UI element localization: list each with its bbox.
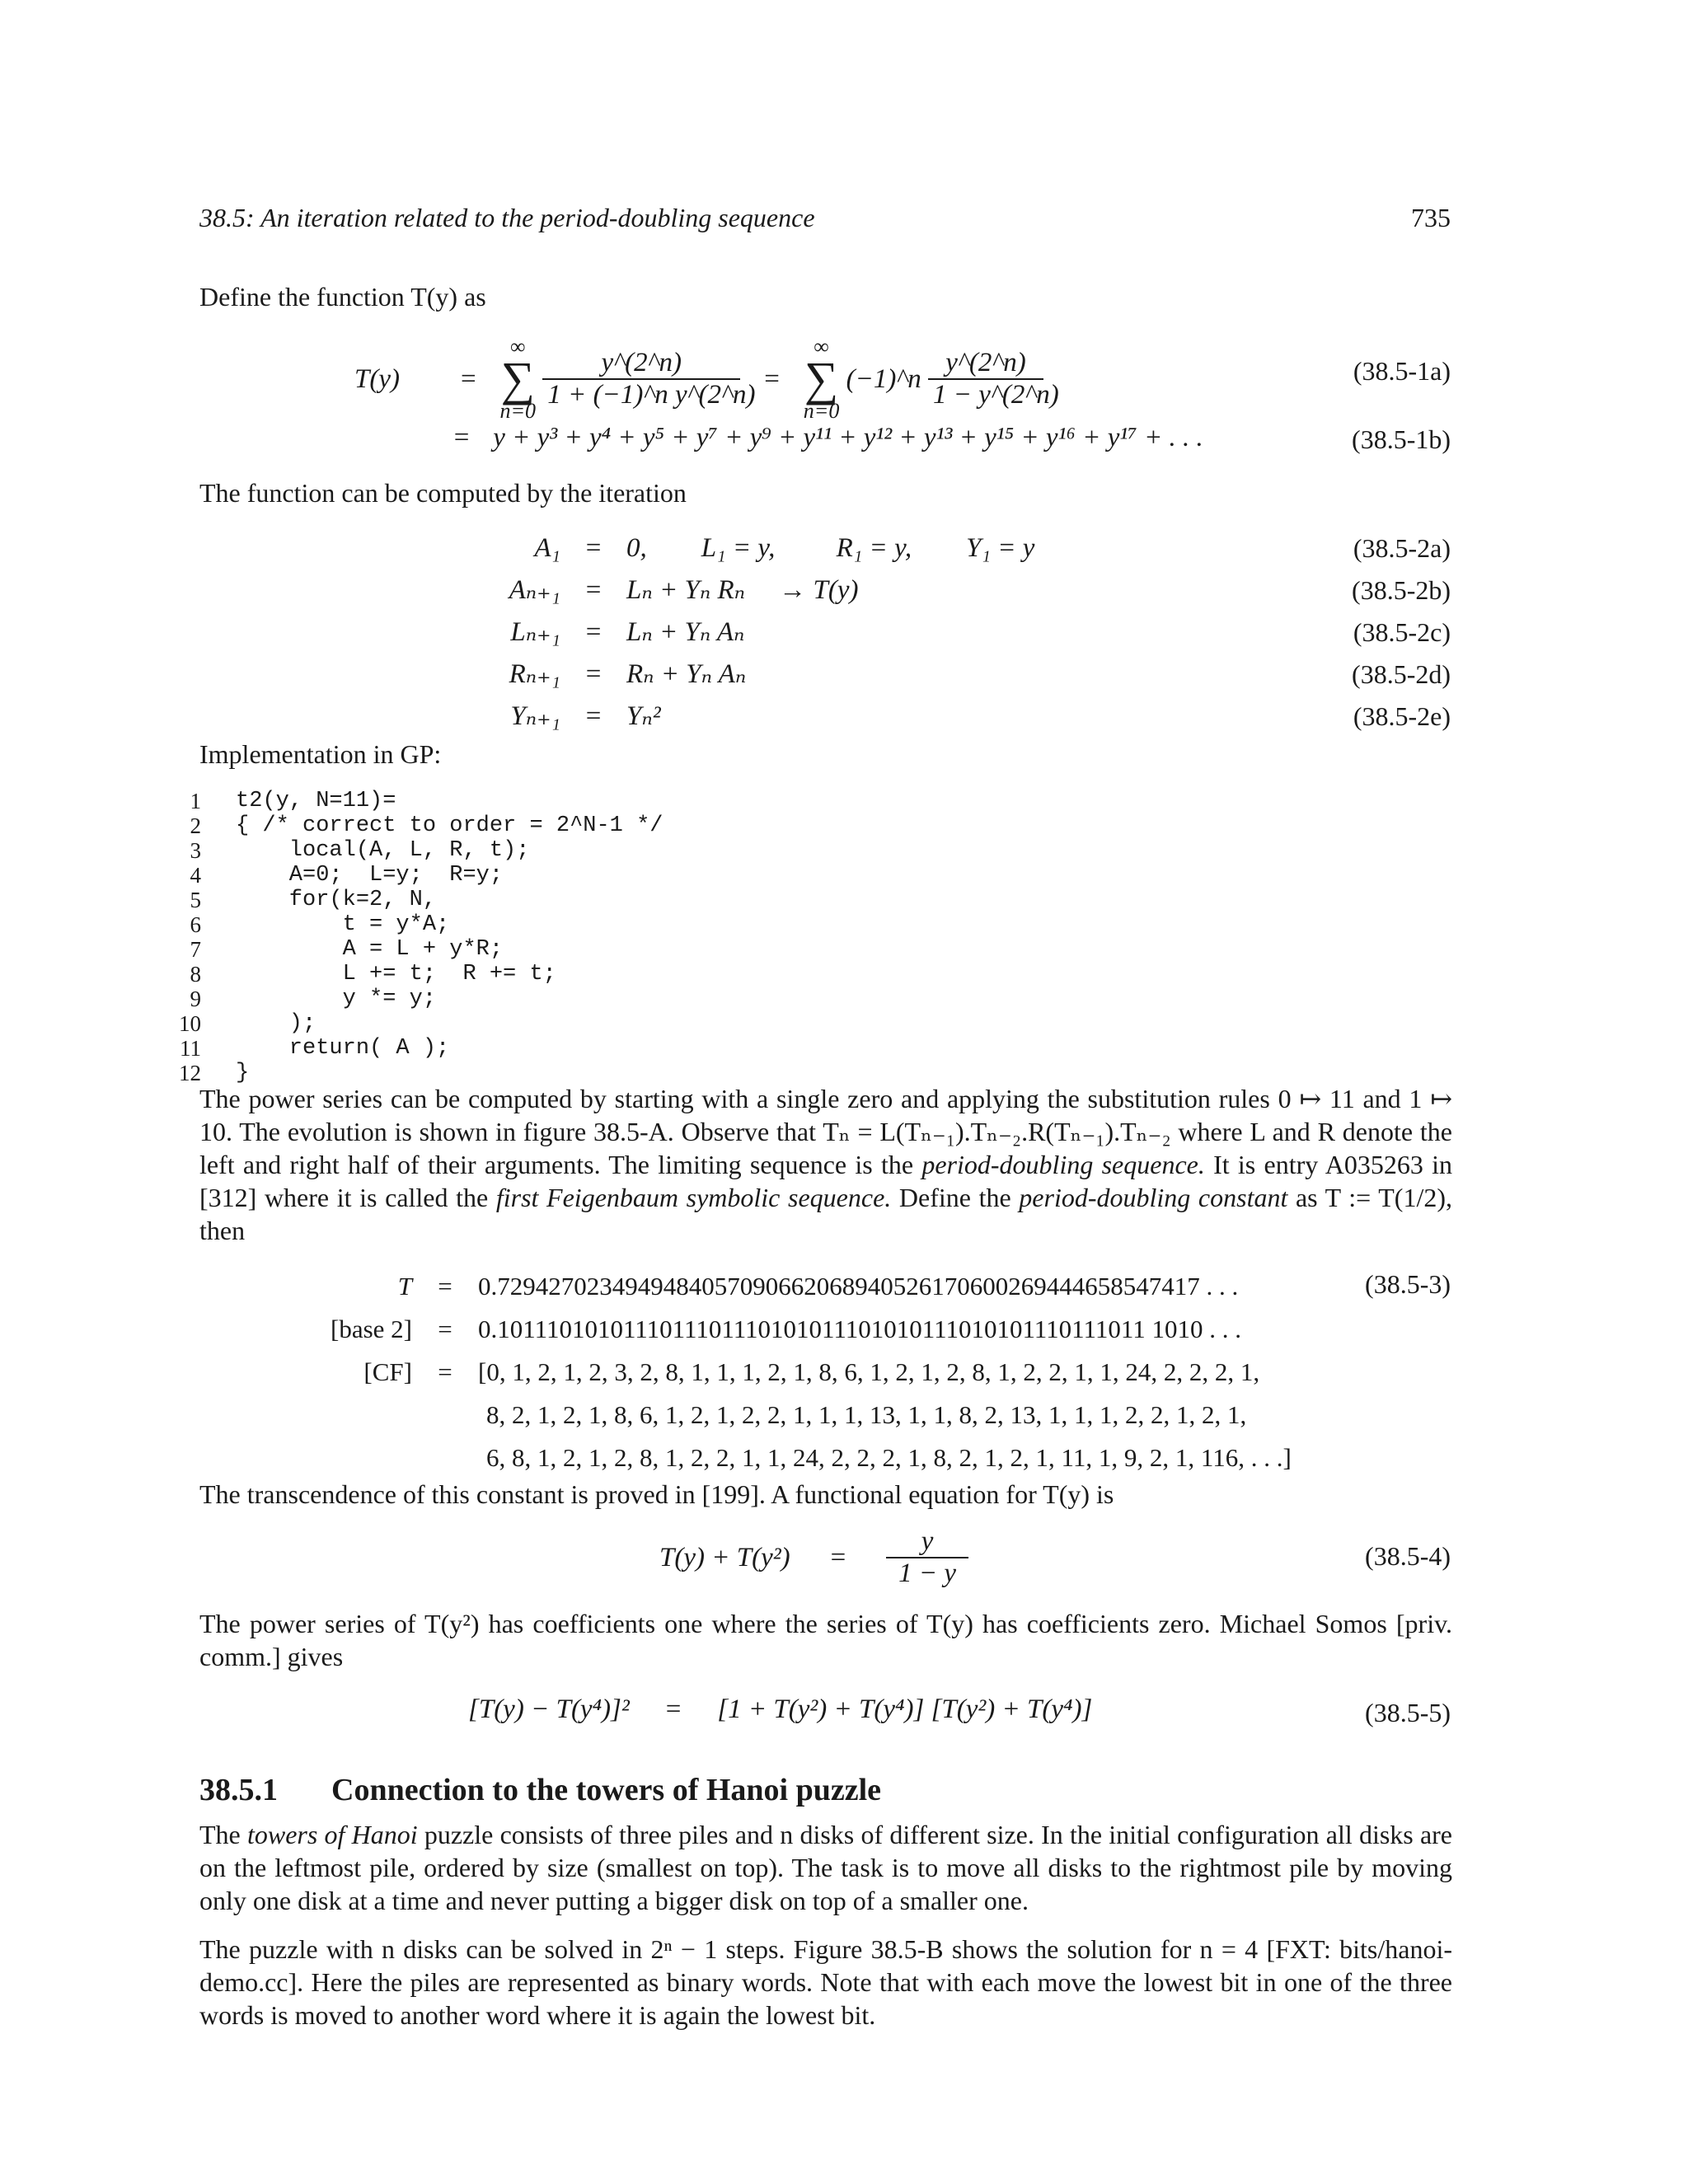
eq-label: (38.5-2e) (1353, 701, 1451, 731)
iteration-row: Yₙ₊₁ = Yₙ² (510, 701, 661, 731)
eq-4: T(y) + T(y²) = $\frac{y}{1 - y}$ (659, 1526, 968, 1589)
eq-4-lhs: T(y) + T(y²) (659, 1542, 790, 1572)
sum-symbol-1: ∞ ∑ n=0 (499, 335, 537, 423)
cf-line: 6, 8, 1, 2, 1, 2, 8, 1, 2, 2, 1, 1, 24, 2, 2, 2, 1, 8, 2, 1, 2, 1, 11, 1, 9, 2, 1, 116, . . .] (486, 1443, 1292, 1472)
paragraph-transcendence: The transcendence of this constant is proved in [199]. A functional equation for T(y) is (199, 1479, 1114, 1509)
fraction-2-numerator: y^(2^n) (945, 348, 1026, 377)
eq-label: (38.5-2d) (1352, 659, 1451, 689)
constant-row (297, 1436, 1292, 1479)
eq-5-lhs: [T(y) − T(y⁴)]² (468, 1694, 630, 1724)
fraction-1-denominator: 1 + (−1)^n y^(2^n) (542, 378, 740, 410)
page-number: 735 (1411, 203, 1451, 232)
eq-4-denominator: 1 − y (886, 1557, 968, 1589)
fraction-2-denominator: 1 − y^(2^n) (928, 378, 1043, 410)
sum-bottom-2: n=0 (803, 399, 840, 423)
eq-1b-rhs: y + y³ + y⁴ + y⁵ + y⁷ + y⁹ + y¹¹ + y¹² + y¹³ + y¹⁵ + y¹⁶ + y¹⁷ + . . . (493, 423, 1203, 452)
paragraph-hanoi-1: The towers of Hanoi puzzle consists of three piles and n disks of different size. In the initial configuration all disks are on the leftmost pile, ordered by size (smallest on top). The task is to move all disks to the rightmost pile by moving only one disk at a time and never putting a bigger disk on top of a smaller one. (199, 1820, 1453, 1915)
cf-line: 8, 2, 1, 2, 1, 8, 6, 1, 2, 1, 2, 2, 1, 1, 1, 13, 1, 1, 8, 2, 13, 1, 1, 1, 2, 2, 1, 2, 1, (486, 1400, 1247, 1429)
iteration-block (486, 527, 1034, 738)
fraction-2 (928, 348, 1059, 410)
sum-symbol-2: ∞ ∑ n=0 (803, 335, 840, 423)
code-listing: t2(y, N=11)= { /* correct to order = 2^N-1 */ local(A, L, R, t); A=0; L=y; R=y; for(k=2, N, t = y*A; A = L + y*R; L += t; R += t; y *= y; ); return( A ); } (236, 789, 663, 1085)
sign-term: (−1)^n (846, 363, 921, 394)
iteration-row: Rₙ₊₁ = Rₙ + Yₙ Aₙ (509, 659, 747, 689)
iteration-row: A₁ = 0, L₁ = y, R₁ = y, Y₁ = y (534, 533, 1035, 563)
fraction-1-numerator: y^(2^n) (601, 348, 682, 377)
constant-value: 0.7294270234949484057090662068940526170600269444658547417 . . . (478, 1272, 1239, 1301)
eq-1b: = y + y³ + y⁴ + y⁵ + y⁷ + y⁹ + y¹¹ + y¹² + y¹³ + y¹⁵ + y¹⁶ + y¹⁷ + . . . (453, 423, 1203, 452)
eq-4-numerator: y (921, 1526, 934, 1556)
emphasis-term: towers of Hanoi (246, 1820, 418, 1849)
sum-top-1: ∞ (510, 335, 526, 359)
paragraph-power-series: The power series can be computed by starting with a single zero and applying the substitution rules 0 ↦ 11 and 1 ↦ 10. The evolution is shown in figure 38.5-A. Observe that Tₙ = L(Tₙ₋₁).Tₙ₋₂.R(Tₙ₋₁).Tₙ₋₂ where L and R denote the left and right half of their arguments. The limiting sequence is the period-doubling sequence. It is entry A035263 in [312] where it is called the first Feigenbaum symbolic sequence. Define the period-doubling constant as T := T(1/2), then (199, 1084, 1453, 1245)
emphasis-term: first Feigenbaum symbolic sequence. (495, 1183, 892, 1212)
eq-4-fraction (886, 1526, 968, 1589)
sum-bottom-1: n=0 (499, 399, 537, 423)
eq-label-1a: (38.5-1a) (1353, 356, 1451, 386)
fraction-1 (542, 348, 756, 410)
intro-text: Define the function T(y) as (199, 282, 486, 312)
eq-5-rhs: [1 + T(y²) + T(y⁴)] [T(y²) + T(y⁴)] (717, 1694, 1093, 1724)
section-heading (199, 1772, 881, 1808)
eq-label-3: (38.5-3) (1365, 1269, 1451, 1299)
cf-line: [0, 1, 2, 1, 2, 3, 2, 8, 1, 1, 1, 2, 1, 8, 6, 1, 2, 1, 2, 8, 1, 2, 2, 1, 1, 24, 2, 2, 2, 1, (478, 1357, 1260, 1386)
eq-label: (38.5-2a) (1353, 533, 1451, 563)
constant-row (297, 1394, 1292, 1436)
iteration-row: Lₙ₊₁ = Lₙ + Yₙ Aₙ (510, 617, 745, 647)
binary-value: 0.1011101010111011101110101011101010111010101110111011 1010 . . . (478, 1315, 1241, 1343)
eq-1a: T(y) = ∞ ∑ n=0 $\frac{y\^{}(2\^{}n)}{\text{1 + (−1)\textasciicircum{}n y\textasciicircum{}(2\textasciicircum{}n)}}$ = ∞ ∑ n=0 (−1)^n $\frac{y\^{}(2\^{}n)}{1 - y\^{}(2\^{}n)}$ (354, 335, 1059, 423)
eq-5: [T(y) − T(y⁴)]² = [1 + T(y²) + T(y⁴)] [T(y²) + T(y⁴)] (468, 1694, 1093, 1724)
eq-label-5: (38.5-5) (1365, 1698, 1451, 1727)
section-number: 38.5.1 (199, 1773, 278, 1807)
sum-top-2: ∞ (814, 335, 829, 359)
eq-1a-lhs: T(y) (354, 363, 400, 394)
eq-label: (38.5-2b) (1352, 575, 1451, 605)
implementation-heading: Implementation in GP: (199, 739, 442, 769)
paragraph-somos: The power series of T(y²) has coefficients one where the series of T(y) has coefficients zero. Michael Somos [priv. comm.] gives (199, 1609, 1452, 1671)
section-title: Connection to the towers of Hanoi puzzle (331, 1773, 882, 1807)
eq-label-4: (38.5-4) (1365, 1541, 1451, 1571)
emphasis-term: period-doubling sequence. (921, 1150, 1205, 1179)
constant-row: [base 2] = 0.1011101010111011101110101011101010111010101110111011 1010 . . . (331, 1315, 1241, 1343)
constant-row: T = 0.7294270234949484057090662068940526170600269444658547417 . . . (397, 1272, 1239, 1301)
eq-label-1b: (38.5-1b) (1352, 424, 1451, 454)
iteration-labels (1286, 527, 1451, 738)
constants-block (297, 1265, 1292, 1479)
constant-row: [CF] = [0, 1, 2, 1, 2, 3, 2, 8, 1, 1, 1, 2, 1, 8, 6, 1, 2, 1, 2, 8, 1, 2, 2, 1, 1, 24, 2, 2, 2, 1, (363, 1357, 1260, 1386)
code-line-numbers: 1 2 3 4 5 6 7 8 9 10 11 12 (179, 789, 201, 1085)
eq-label: (38.5-2c) (1353, 617, 1451, 647)
emphasis-term: period-doubling constant (1019, 1183, 1288, 1212)
iteration-intro: The function can be computed by the iteration (199, 478, 687, 508)
running-head: 38.5: An iteration related to the period-doubling sequence (199, 203, 815, 232)
paragraph-hanoi-2: The puzzle with n disks can be solved in 2ⁿ − 1 steps. Figure 38.5-B shows the solution for n = 4 [FXT: bits/hanoi-demo.cc]. Here the piles are represented as binary words. Note that with each move the lowest bit in one of the three words is moved to another word where it is again the lowest bit. (199, 1934, 1452, 2030)
iteration-row: Aₙ₊₁ = Lₙ + Yₙ Rₙ → T(y) (509, 575, 859, 605)
